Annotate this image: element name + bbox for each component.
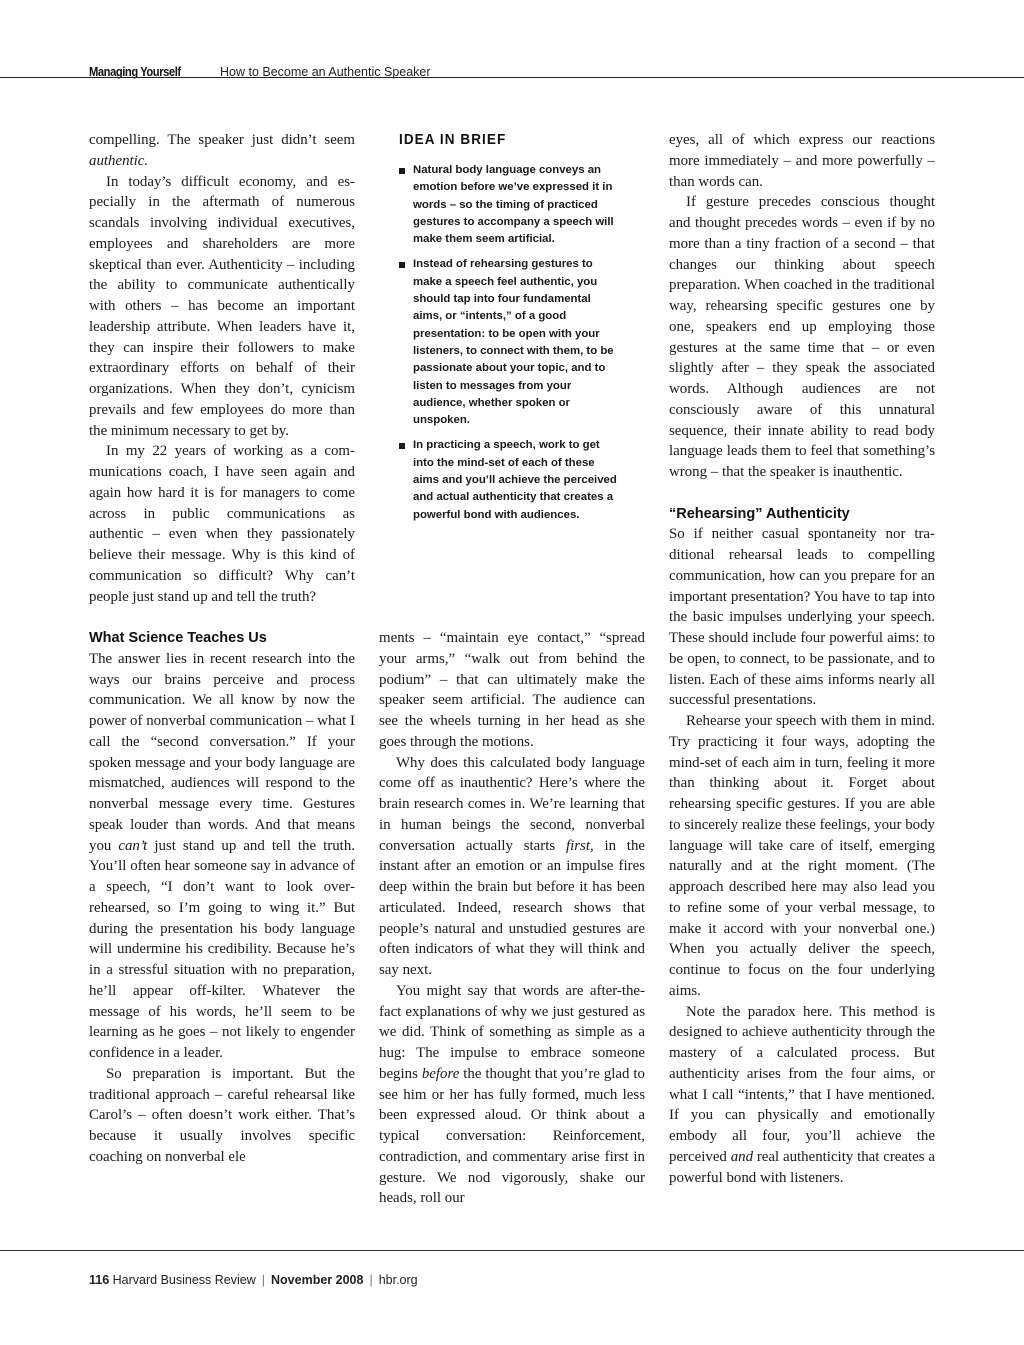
footer-rule — [0, 1250, 1024, 1251]
list-item — [399, 256, 621, 429]
list-item-text: Instead of rehearsing gestures to make a speech feel authentic, you should tap into four fundamental aims, or “intents,” of a good presentation: to be open with your listeners, to connect with them, to be passionate about your topic, and to listen to messages from your audience, whether spoken or unspoken. — [413, 258, 614, 427]
spacer — [669, 483, 935, 504]
section-heading: “Rehearsing” Authenticity — [669, 505, 850, 522]
paragraph: So preparation is important. But the traditional approach – careful rehearsal like Carol’s – often doesn’t work either. That’s because it usually involves specific coaching on nonverbal ele — [89, 1065, 355, 1165]
paragraph — [379, 753, 645, 981]
website-link[interactable]: hbr.org — [378, 1273, 418, 1287]
emphasis: before — [421, 1065, 460, 1082]
page-number: 116 — [89, 1273, 110, 1287]
emphasis: authentic. — [89, 152, 149, 169]
square-bullet-icon — [399, 443, 405, 449]
paragraph: eyes, all of which express our reactions more immediately – and more powerfully – than words can. — [669, 132, 935, 190]
section-heading: What Science Teaches Us — [89, 630, 267, 646]
list-item-text: In practicing a speech, work to get into the mind-set of each of these aims and you’ll achieve the perceived and actual authenticity that creates a powerful bond with audiences. — [413, 439, 617, 521]
paragraph — [89, 130, 355, 172]
running-head-title: How to Become an Authentic Speaker — [220, 65, 431, 79]
idea-in-brief-list — [399, 162, 621, 524]
body-column-2 — [379, 628, 645, 1209]
paragraph: In today’s difficult economy, and especially in the aftermath of numerous scandals involving individual executives, employees and shareholders are more skeptical than ever. Authenticity – including the ability to communicate authentically with others – has become an important leadership attribute. When leaders have it, they can inspire their followers to make extraordinary efforts on behalf of their organizations. When they don’t, cynicism prevails and few employees do more than the minimum necessary to get by. — [89, 173, 355, 439]
running-head-section: Managing Yourself — [89, 64, 181, 79]
body-column-3 — [669, 130, 935, 1188]
list-item — [399, 437, 621, 523]
footer-separator: | — [261, 1273, 266, 1287]
idea-in-brief-title: IDEA IN BRIEF — [399, 131, 507, 148]
text-run: compelling. The speaker just didn’t seem — [89, 132, 355, 148]
square-bullet-icon — [399, 168, 405, 174]
text-run: Note the paradox here. This method is designed to achieve authenticity through the mastery of a calculated process. But authenticity arises from the four aims, or what I call “intents,” that I have mentioned. If you can physically and emotionally embody all four, you’ll achieve the perceived — [669, 1003, 935, 1165]
page-footer — [89, 1273, 418, 1287]
text-run: You might say that words are after-the-fact explanations of why we just gestured as we did. Think of something as simple as a hug: The impulse to embrace someone begins — [379, 982, 645, 1082]
paragraph: If gesture precedes conscious thought and thought precedes words – even if by no more than a tiny fraction of a second – that changes our thinking about speech preparation. When coached in the traditional way, rehearsing specific gestures one by one, speakers end up employing those gestures at the same time that – or even slightly after – they speak the associated words. Although audiences are not consciously aware of this unnatural sequence, their innate ability to read body language leads them to feel that something’s wrong – that the speaker is inauthentic. — [669, 194, 935, 480]
paragraph — [669, 1002, 935, 1189]
text-run: in the instant after an emotion or an impulse fires deep within the brain but before it has been articulated. Indeed, research shows that people’s natural and unstudied gestures are often indicators of what they will think and say next. — [379, 837, 645, 978]
text-run: the thought that you’re glad to see him or her has fully formed, much less been expressed aloud. Or think about a typical conversation: Reinforcement, contradiction, and commentary arise first in gesture. We nod vigorously, shake our heads, roll our — [379, 1065, 645, 1207]
paragraph: ments – “maintain eye contact,” “spread your arms,” “walk out from behind the podium” – that can ultimately make the speaker seem artificial. The audience can see the wheels turning in her head as she goes through the motions. — [379, 630, 645, 750]
text-run: The answer lies in recent research into the ways our brains perceive and process communication. We all know by now the power of nonverbal communication – what I call the “second conversation.” If your spoken message and your body language are mismatched, audiences will respond to the nonverbal message every time. Gestures speak louder than words. And that means you — [89, 650, 355, 854]
spacer — [89, 607, 355, 628]
idea-in-brief-box — [399, 131, 621, 532]
emphasis: and — [730, 1148, 754, 1165]
list-item — [399, 162, 621, 248]
footer-separator: | — [369, 1273, 373, 1287]
paragraph: So if neither casual spontaneity nor traditional rehearsal leads to compelling communication, how can you prepare for an important presentation? You have to tap into the basic impulses underlying your speech. These should include four powerful aims: to be open, to connect, to be passionate, and to listen. Each of these aims informs nearly all successful presentations. — [669, 526, 935, 709]
text-run: real authenticity that creates a powerful bond with listeners. — [669, 1148, 935, 1186]
text-run: Why does this calculated body language come off as inauthentic? Here’s where the brain research comes in. We’re learning that in human beings the second, nonverbal conversation actually starts — [379, 754, 645, 854]
issue-date: November 2008 — [271, 1273, 364, 1287]
square-bullet-icon — [399, 262, 405, 268]
paragraph — [89, 649, 355, 1064]
list-item-text: Natural body language conveys an emotion before we’ve expressed it in words – so the timing of practiced gestures to accompany a speech will make them seem artificial. — [413, 164, 614, 246]
text-run: just stand up and tell the truth. You’ll often hear someone say in advance of a speech, “I don’t want to look overrehearsed, so I’m going to wing it.” But during the presentation his body language will undermine his credibility. Because he’s in a stressful situation with no preparation, he’ll appear off-kilter. Whatever the message of his words, he’ll seem to be learning as he goes – not likely to engender confidence in a leader. — [89, 837, 355, 1061]
header-rule — [0, 77, 1024, 78]
body-column-1 — [89, 130, 355, 1168]
paragraph — [379, 981, 645, 1209]
paragraph: In my 22 years of working as a communications coach, I have seen again and again how hard it is for managers to come across in public communications as authentic – even when they passionately believe their message. Why is this kind of communication so difficult? Why can’t people just stand up and tell the truth? — [89, 443, 355, 605]
paragraph: Rehearse your speech with them in mind. Try practicing it four ways, adopting the mind-set of each aim in turn, feeling it more than thinking about it. Forget about rehearsing specific gestures. If you are able to sincerely realize these feelings, your body language will take care of itself, emerging naturally and at the right moment. (The approach described here may also lead you to refine some of your verbal message, to make it accord with your nonverbal one.) When you actually deliver the speech, continue to focus on the four underlying aims. — [669, 713, 935, 999]
emphasis: can’t — [118, 837, 148, 854]
publication-name: Harvard Business Review — [112, 1273, 256, 1287]
emphasis: first, — [565, 837, 594, 854]
